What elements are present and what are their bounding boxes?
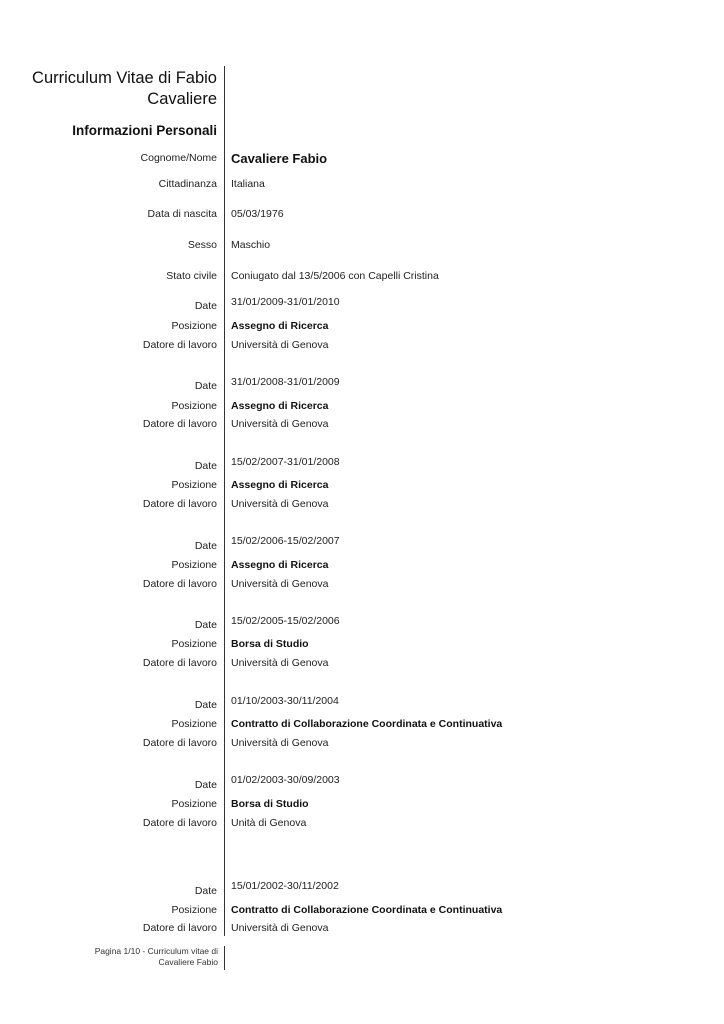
- entry-date-label: Date: [194, 619, 217, 631]
- entry-position-value: Assegno di Ricerca: [231, 320, 329, 332]
- sex-value: Maschio: [231, 239, 271, 251]
- entry-date-value: 31/01/2009-31/01/2010: [231, 296, 340, 308]
- footer-line-1: Pagina 1/10 - Curriculum vitae di: [94, 946, 218, 956]
- entry-employer-label: Datore di lavoro: [142, 922, 217, 934]
- entry-employer-value: Università di Genova: [231, 498, 329, 510]
- name-value: Cavaliere Fabio: [231, 151, 328, 166]
- entry-position-value: Assegno di Ricerca: [231, 479, 329, 491]
- footer-divider-line: [224, 946, 225, 970]
- entry-position-label: Posizione: [171, 718, 217, 730]
- entry-employer-label: Datore di lavoro: [142, 657, 217, 669]
- entry-position-value: Contratto di Collaborazione Coordinata e Continuativa: [231, 718, 503, 730]
- sex-label: Sesso: [187, 239, 217, 251]
- entry-employer-value: Università di Genova: [231, 737, 329, 749]
- entry-date-label: Date: [194, 300, 217, 312]
- title-line-2: Cavaliere: [147, 90, 217, 108]
- entry-employer-label: Datore di lavoro: [142, 418, 217, 430]
- entry-date-value: 15/02/2007-31/01/2008: [231, 456, 340, 468]
- entry-employer-value: Università di Genova: [231, 418, 329, 430]
- citizenship-value: Italiana: [231, 178, 265, 190]
- section-title-personal-info: Informazioni Personali: [72, 123, 217, 138]
- entry-position-label: Posizione: [171, 479, 217, 491]
- name-label: Cognome/Nome: [140, 152, 217, 164]
- entry-position-label: Posizione: [171, 904, 217, 916]
- entry-position-label: Posizione: [171, 798, 217, 810]
- entry-position-label: Posizione: [171, 320, 217, 332]
- entry-employer-value: Università di Genova: [231, 922, 329, 934]
- entry-position-value: Assegno di Ricerca: [231, 559, 329, 571]
- entry-date-label: Date: [194, 885, 217, 897]
- citizenship-label: Cittadinanza: [158, 178, 217, 190]
- entry-date-label: Date: [194, 380, 217, 392]
- entry-date-value: 15/01/2002-30/11/2002: [231, 880, 339, 892]
- entry-position-label: Posizione: [171, 400, 217, 412]
- entry-employer-label: Datore di lavoro: [142, 578, 217, 590]
- title-line-1: Curriculum Vitae di Fabio: [32, 69, 217, 87]
- entry-employer-label: Datore di lavoro: [142, 817, 217, 829]
- entry-employer-label: Datore di lavoro: [142, 498, 217, 510]
- document-title: [30, 68, 217, 110]
- entry-position-value: Borsa di Studio: [231, 798, 309, 810]
- entry-employer-value: Unità di Genova: [231, 817, 307, 829]
- entry-employer-value: Università di Genova: [231, 657, 329, 669]
- entry-position-value: Borsa di Studio: [231, 638, 309, 650]
- entry-date-label: Date: [194, 540, 217, 552]
- entry-date-label: Date: [194, 779, 217, 791]
- page-footer: [40, 946, 218, 968]
- entry-date-label: Date: [194, 460, 217, 472]
- entry-position-label: Posizione: [171, 638, 217, 650]
- birth-date-value: 05/03/1976: [231, 208, 284, 220]
- entry-date-value: 01/10/2003-30/11/2004: [231, 695, 339, 707]
- entry-employer-label: Datore di lavoro: [142, 737, 217, 749]
- civil-status-label: Stato civile: [166, 270, 217, 282]
- entry-date-value: 15/02/2005-15/02/2006: [231, 615, 340, 627]
- entry-position-value: Assegno di Ricerca: [231, 400, 329, 412]
- entry-date-value: 15/02/2006-15/02/2007: [231, 535, 340, 547]
- civil-status-value: Coniugato dal 13/5/2006 con Capelli Cristina: [231, 270, 439, 282]
- entry-date-value: 01/02/2003-30/09/2003: [231, 774, 340, 786]
- main-divider-line: [224, 66, 225, 936]
- entry-date-value: 31/01/2008-31/01/2009: [231, 376, 340, 388]
- birth-date-label: Data di nascita: [147, 208, 217, 220]
- entry-position-value: Contratto di Collaborazione Coordinata e Continuativa: [231, 904, 503, 916]
- footer-line-2: Cavaliere Fabio: [158, 957, 218, 967]
- entry-employer-label: Datore di lavoro: [142, 339, 217, 351]
- entry-employer-value: Università di Genova: [231, 578, 329, 590]
- entry-date-label: Date: [194, 699, 217, 711]
- entry-employer-value: Università di Genova: [231, 339, 329, 351]
- entry-position-label: Posizione: [171, 559, 217, 571]
